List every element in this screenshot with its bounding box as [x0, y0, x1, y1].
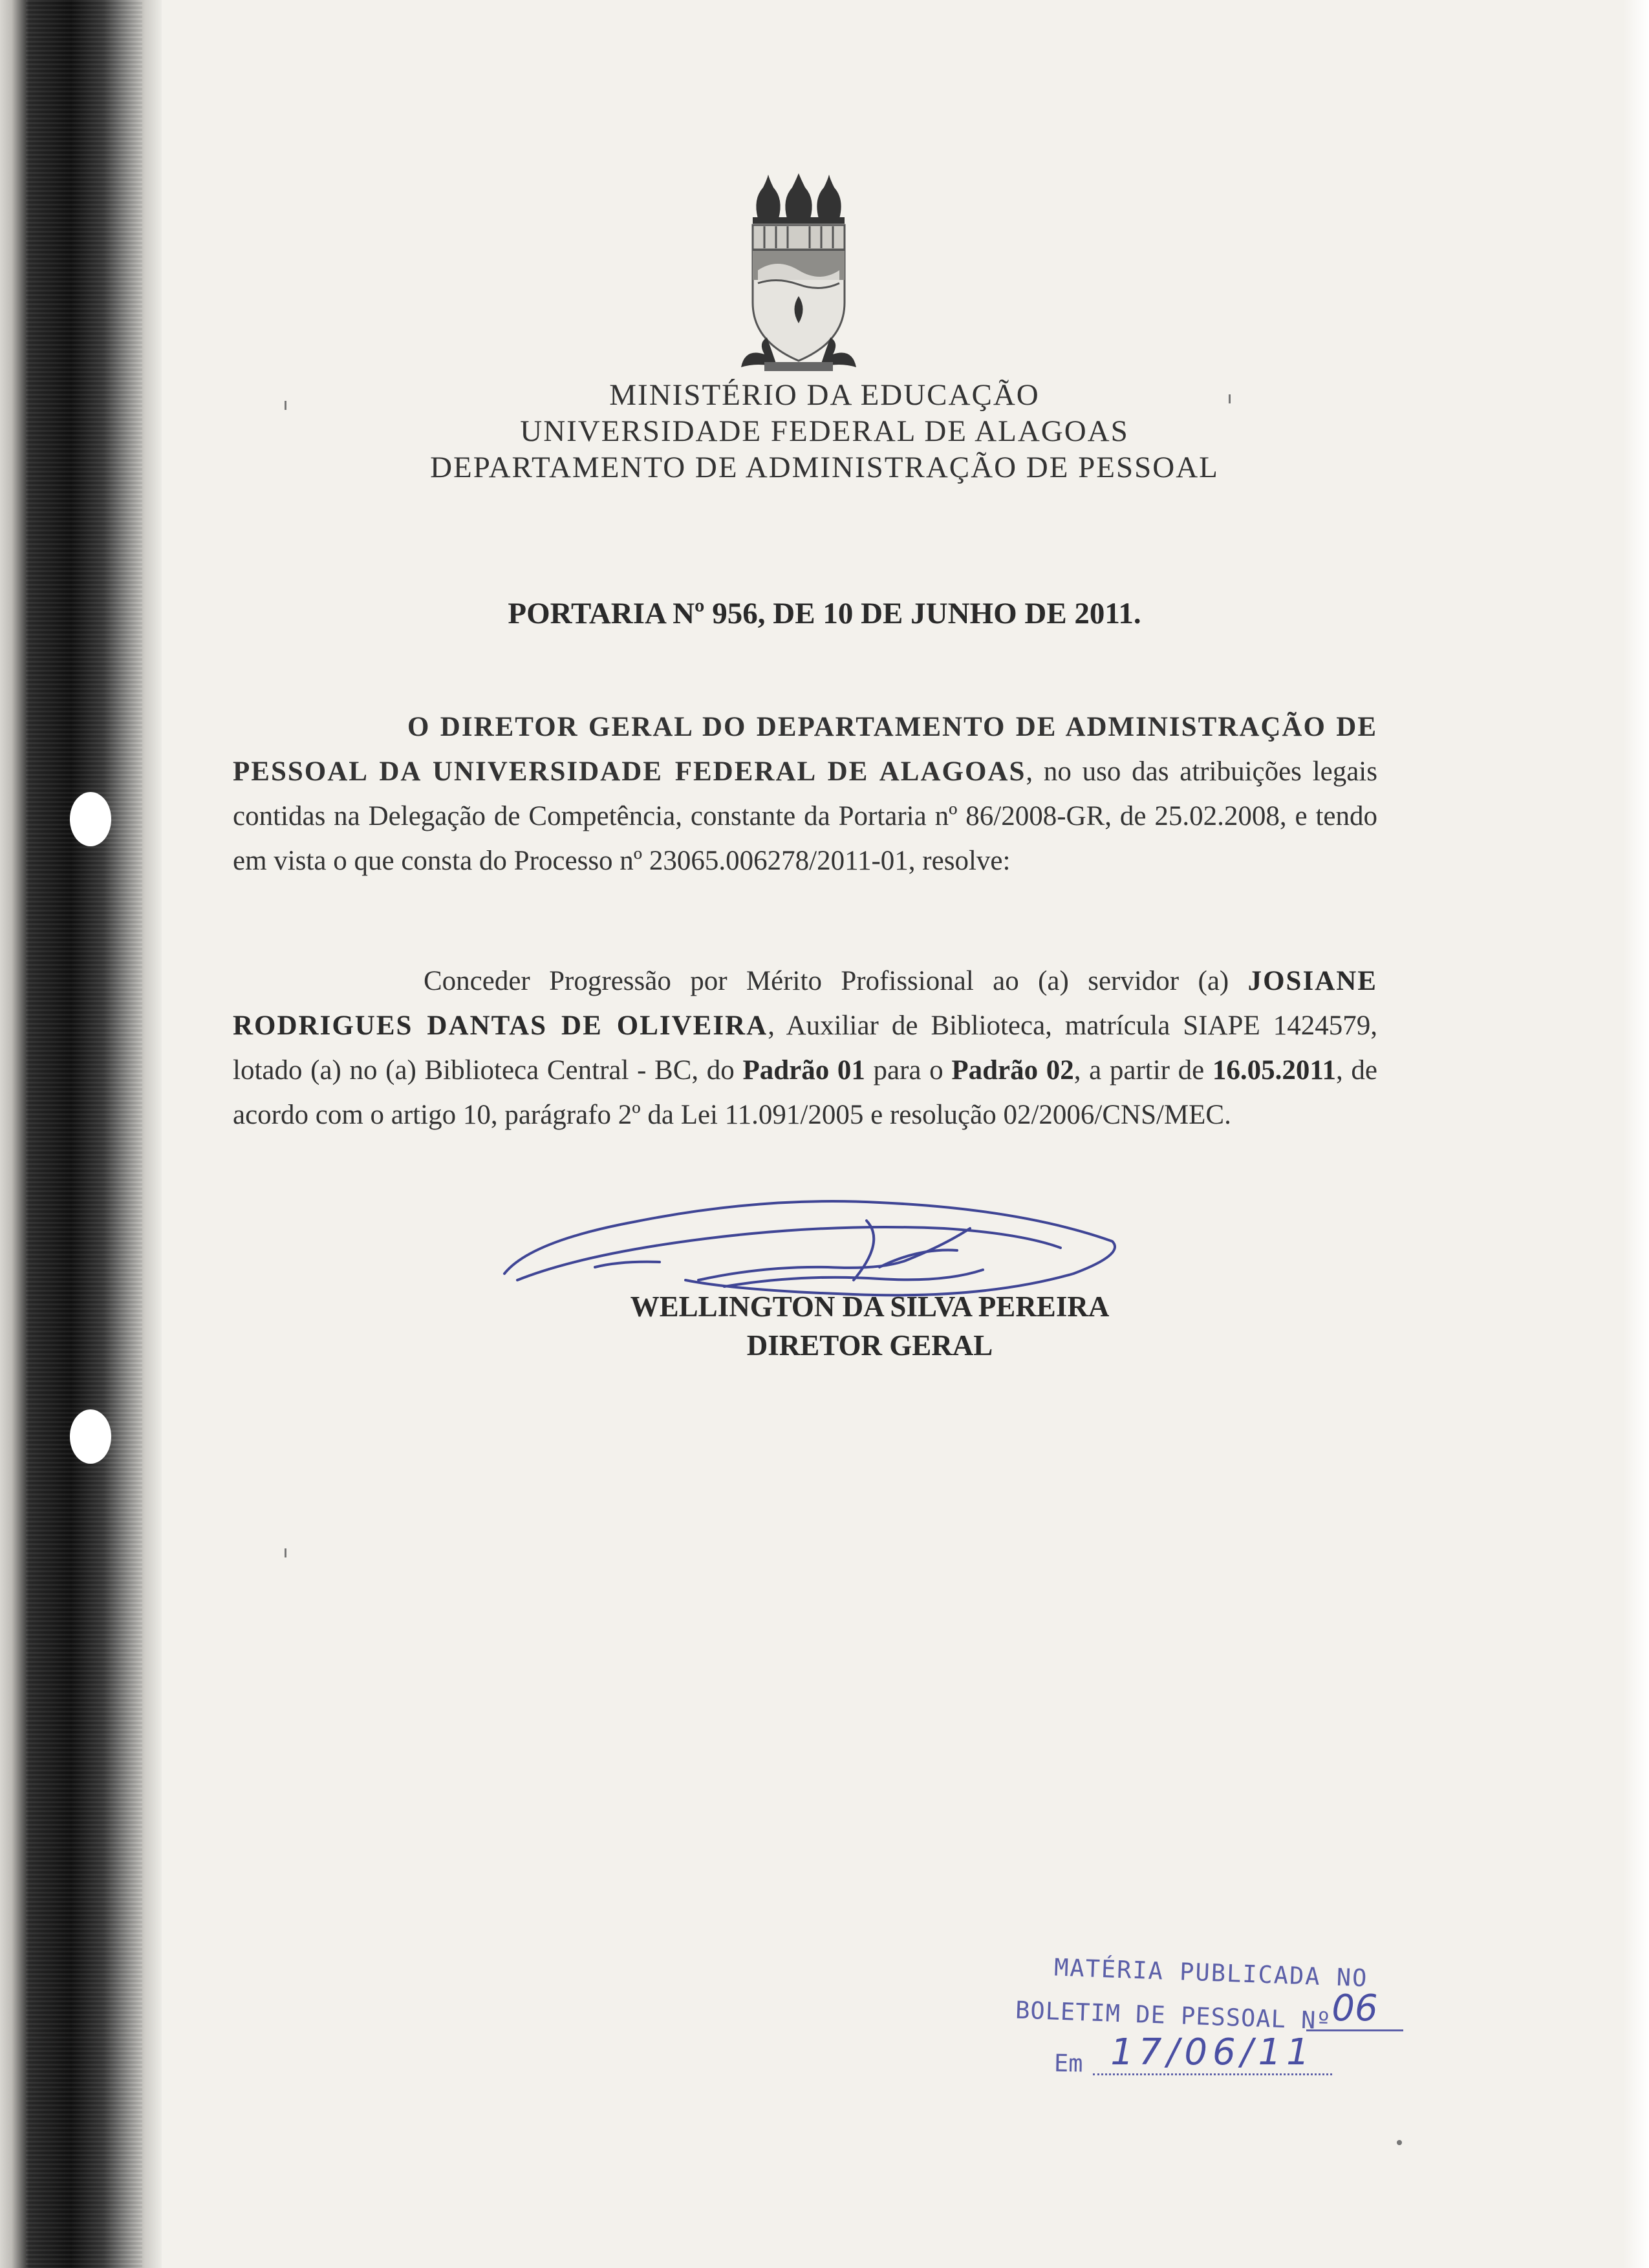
- resolution-text-2: , Auxiliar de Biblioteca, matrícula SIAPE 1424579, lotado (a) no (a) Biblioteca Central - BC, do: [233, 1011, 1377, 1086]
- publication-stamp: [1009, 1952, 1410, 2108]
- resolution-text-1: Conceder Progressão por Mérito Profissional ao (a) servidor (a): [424, 966, 1248, 996]
- resolution-text-4: , a partir de: [1073, 1055, 1212, 1086]
- signatory-title: DIRETOR GERAL: [746, 1329, 993, 1362]
- portaria-title: PORTARIA Nº 956, DE 10 DE JUNHO DE 2011.: [508, 597, 1141, 630]
- punch-hole-lower: [70, 1409, 111, 1464]
- servant-name: JOSIANE RODRIGUES DANTAS DE OLIVEIRA: [233, 966, 1377, 1041]
- padrao-from: Padrão 01: [742, 1055, 865, 1086]
- padrao-to: Padrão 02: [951, 1055, 1074, 1086]
- university-crest-logo: [738, 173, 859, 380]
- punch-hole-upper: [70, 792, 111, 846]
- start-date: 16.05.2011: [1212, 1055, 1336, 1086]
- resolution-text-5: , de acordo com o artigo 10, parágrafo 2º da Lei 11.091/2005 e resolução 02/2006/CNS/MEC.: [233, 1055, 1377, 1130]
- ministry-name: MINISTÉRIO DA EDUCAÇÃO: [609, 378, 1040, 412]
- scan-speck: [285, 401, 286, 410]
- scan-speck: [285, 1548, 286, 1557]
- university-name: UNIVERSIDADE FEDERAL DE ALAGOAS: [520, 414, 1129, 448]
- signatory-name: WELLINGTON DA SILVA PEREIRA: [630, 1290, 1110, 1323]
- bulletin-number: 06: [1306, 1987, 1403, 2031]
- scan-speck: [1397, 2140, 1402, 2145]
- resolution-paragraph: [233, 959, 1377, 1137]
- department-name: DEPARTAMENTO DE ADMINISTRAÇÃO DE PESSOAL: [430, 451, 1219, 484]
- preamble-paragraph: [233, 705, 1377, 883]
- resolution-text-3: para o: [865, 1055, 952, 1086]
- issuing-authority: O DIRETOR GERAL DO DEPARTAMENTO DE ADMINISTRAÇÃO DE PESSOAL DA UNIVERSIDADE FEDERAL DE ALAGOAS: [233, 712, 1377, 787]
- stamp-line-2: BOLETIM DE PESSOAL Nº: [1015, 1996, 1332, 2035]
- stamp-line-1: MATÉRIA PUBLICADA NO: [1053, 1953, 1369, 1993]
- stamp-date-label: Em: [1053, 2049, 1083, 2078]
- photocopy-noise: [26, 0, 142, 2268]
- stamp-date: 17/06/11: [1093, 2031, 1332, 2075]
- scan-speck: [1229, 394, 1231, 403]
- preamble-text: , no uso das atribuições legais contidas na Delegação de Competência, constante da Portaria nº 86/2008-GR, de 25.02.2008, e tendo em vista o que consta do Processo nº 23065.006278/2011-01, resolve:: [233, 756, 1377, 876]
- page-right-edge: [1623, 0, 1649, 2268]
